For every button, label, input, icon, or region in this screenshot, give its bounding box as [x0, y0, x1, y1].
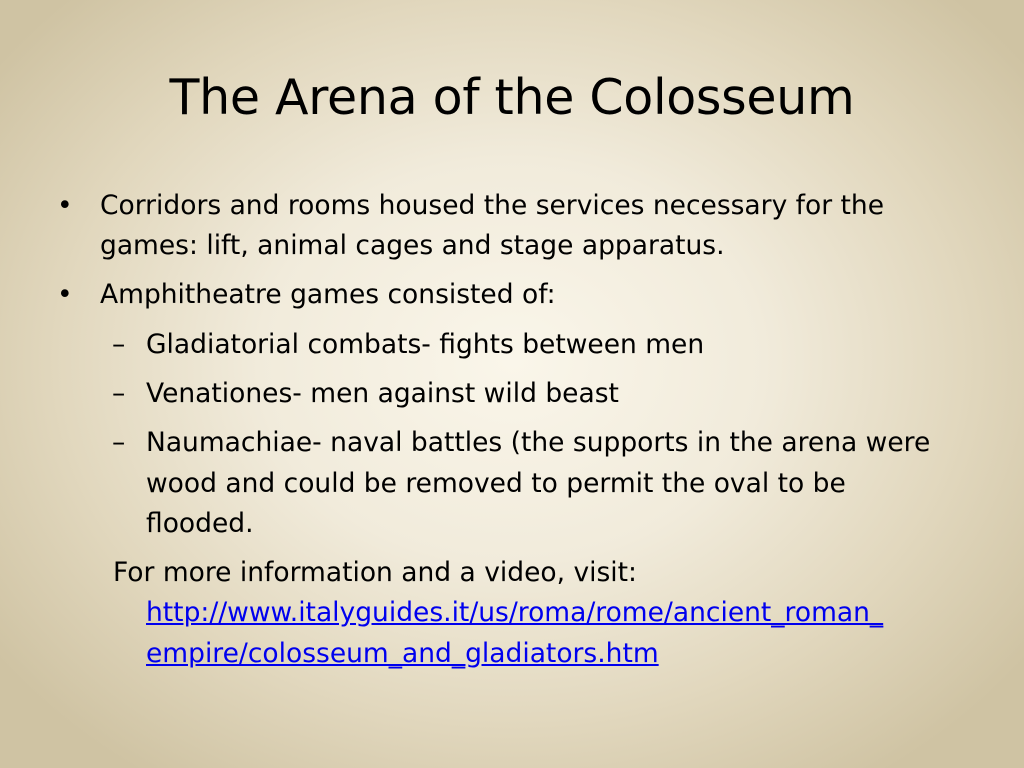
- subbullet-marker: –: [112, 378, 126, 409]
- subbullet-text-line: wood and could be removed to permit the oval to be: [146, 468, 846, 499]
- bullet-marker: •: [57, 279, 73, 310]
- subbullet-item: [112, 374, 976, 414]
- subbullet-text-line: Venationes- men against wild beast: [146, 378, 619, 409]
- slide-title: The Arena of the Colosseum: [169, 69, 855, 126]
- subbullet-text-line: Gladiatorial combats- fights between men: [146, 329, 705, 360]
- bullet-text-line: Corridors and rooms housed the services necessary for the: [100, 190, 885, 221]
- subbullet-item: [112, 325, 976, 365]
- colosseum-link[interactable]: http://www.italyguides.it/us/roma/rome/ancient_roman_: [146, 597, 884, 628]
- subbullet-marker: –: [112, 427, 126, 458]
- bullet-marker: •: [57, 190, 73, 221]
- more-info-text: For more information and a video, visit:: [113, 557, 637, 588]
- colosseum-link-continuation[interactable]: empire/colosseum_and_gladiators.htm: [146, 638, 659, 669]
- subbullet-item-continuation: [146, 464, 976, 504]
- bullet-item-continuation: [100, 226, 960, 266]
- bullet-text-line: Amphitheatre games consisted of:: [100, 279, 556, 310]
- bullet-text-line: games: lift, animal cages and stage apparatus.: [100, 230, 725, 261]
- subbullet-text-line: flooded.: [146, 508, 254, 539]
- bullet-item: [57, 275, 960, 315]
- subbullet-item: [112, 423, 976, 463]
- subbullet-marker: –: [112, 329, 126, 360]
- bullet-item: [57, 186, 960, 226]
- subbullet-text-line: Naumachiae- naval battles (the supports in the arena were: [146, 427, 931, 458]
- subbullet-item-continuation: [146, 504, 976, 544]
